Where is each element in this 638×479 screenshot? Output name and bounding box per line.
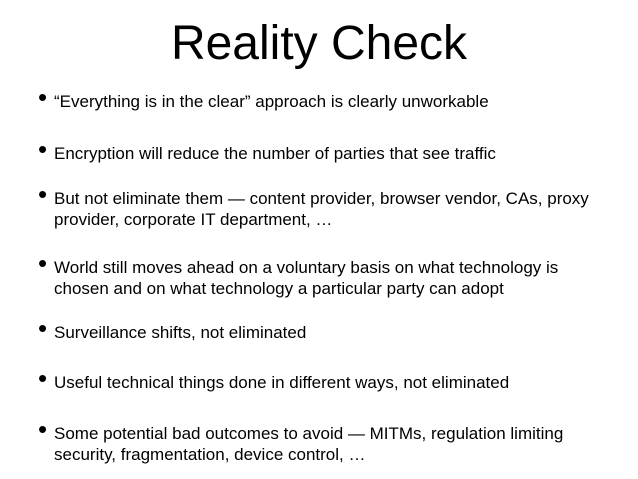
bullet-text: “Everything is in the clear” approach is clearly unworkable [54,92,489,111]
bullet-item [38,82,628,112]
bullet-text: World still moves ahead on a voluntary basis on what technology is chosen and on what technology a particular party can adopt [54,258,559,298]
bullet-text: Encryption will reduce the number of parties that see traffic [54,144,496,163]
bullet-dot-icon: • [38,82,48,112]
bullet-text: Useful technical things done in different ways, not eliminated [54,373,510,392]
bullet-item [38,248,628,299]
bullet-dot-icon: • [38,134,48,164]
bullet-dot-icon: • [38,248,48,278]
bullet-item [38,134,628,164]
bullet-text: Some potential bad outcomes to avoid — MITMs, regulation limiting security, fragmentation, device control, … [54,424,564,464]
bullet-text: But not eliminate them — content provider, browser vendor, CAs, proxy provider, corporate IT department, … [54,189,589,229]
bullet-text: Surveillance shifts, not eliminated [54,323,307,342]
bullet-dot-icon: • [38,414,48,444]
bullet-item [38,313,628,343]
bullet-dot-icon: • [38,313,48,343]
bullet-item [38,363,628,393]
bullet-item [38,179,628,230]
bullet-dot-icon: • [38,179,48,209]
bullet-dot-icon: • [38,363,48,393]
bullet-item [38,414,628,465]
slide-title: Reality Check [170,17,468,70]
